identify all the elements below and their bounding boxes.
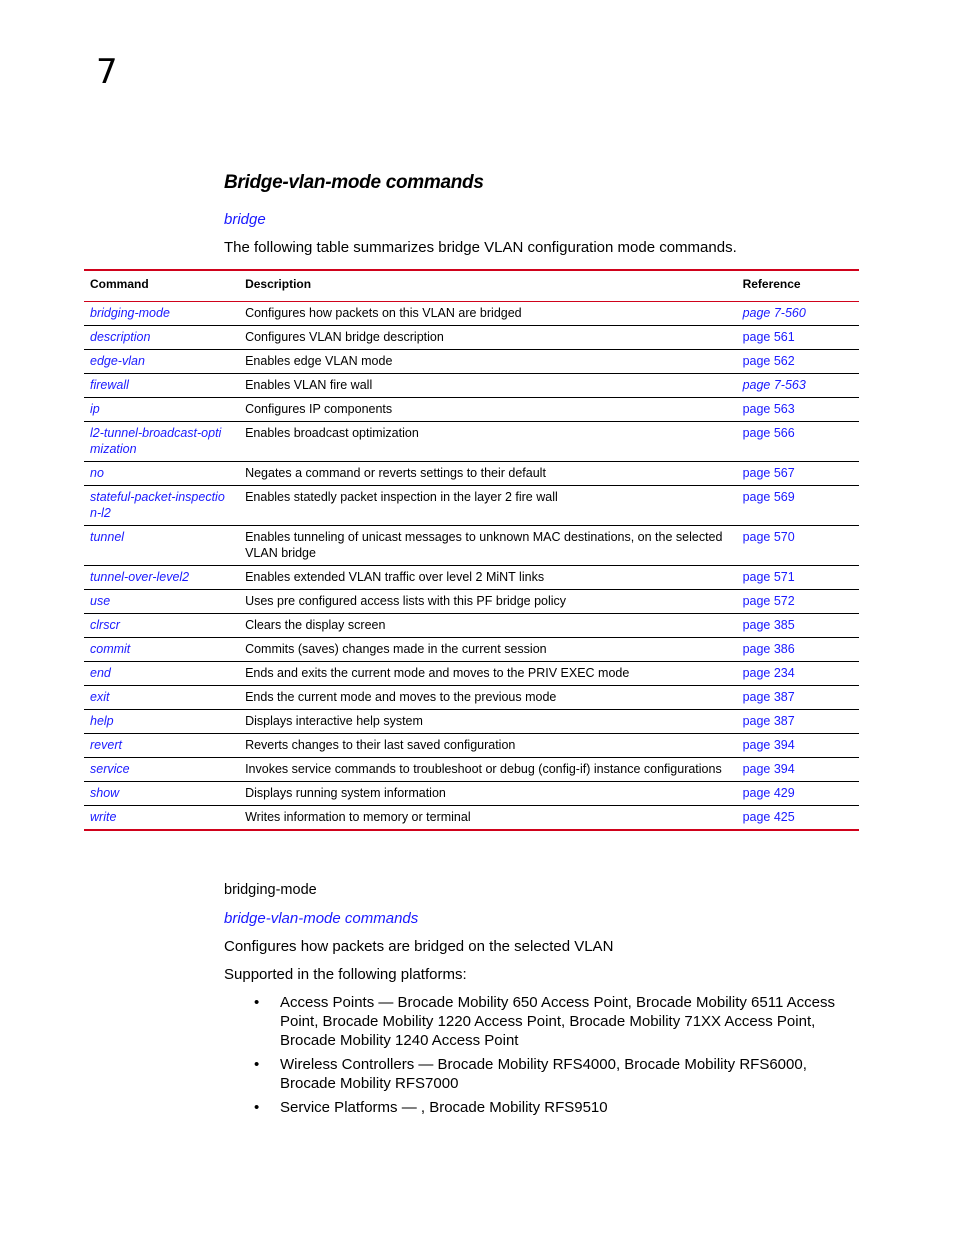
reference-link[interactable]: page 234 (742, 666, 795, 680)
reference-cell (737, 350, 859, 374)
table-row (84, 374, 859, 398)
table-row (84, 782, 859, 806)
reference-link[interactable]: page 570 (742, 530, 795, 544)
command-link[interactable]: show (90, 786, 120, 800)
description-cell: Enables broadcast optimization (239, 422, 736, 462)
command-cell (84, 566, 239, 590)
reference-cell (737, 422, 859, 462)
subsection-description: Configures how packets are bridged on the selected VLAN (224, 938, 614, 955)
column-header-description: Description (239, 270, 736, 302)
reference-link[interactable]: page 7-563 (742, 378, 806, 392)
reference-cell (737, 806, 859, 831)
list-item (252, 1055, 852, 1093)
command-link[interactable]: tunnel (90, 530, 125, 544)
reference-cell (737, 326, 859, 350)
reference-link[interactable]: page 425 (742, 810, 795, 824)
bridge-link[interactable]: bridge (224, 211, 266, 228)
description-cell: Uses pre configured access lists with this PF bridge policy (239, 590, 736, 614)
command-link[interactable]: edge-vlan (90, 354, 145, 368)
reference-link[interactable]: page 562 (742, 354, 795, 368)
command-cell (84, 526, 239, 566)
reference-cell (737, 374, 859, 398)
command-cell (84, 398, 239, 422)
command-link[interactable]: write (90, 810, 117, 824)
command-link[interactable]: no (90, 466, 104, 480)
command-link[interactable]: help (90, 714, 114, 728)
command-link[interactable]: tunnel-over-level2 (90, 570, 190, 584)
command-cell (84, 590, 239, 614)
platforms-list (252, 993, 852, 1122)
intro-text: The following table summarizes bridge VLAN configuration mode commands. (224, 239, 737, 256)
command-cell (84, 486, 239, 526)
reference-cell (737, 486, 859, 526)
reference-link[interactable]: page 386 (742, 642, 795, 656)
description-cell: Ends the current mode and moves to the previous mode (239, 686, 736, 710)
command-cell (84, 782, 239, 806)
reference-cell (737, 614, 859, 638)
table-row (84, 398, 859, 422)
command-link[interactable]: end (90, 666, 111, 680)
reference-cell (737, 662, 859, 686)
table-body (84, 302, 859, 831)
reference-link[interactable]: page 563 (742, 402, 795, 416)
table-row (84, 302, 859, 326)
reference-link[interactable]: page 572 (742, 594, 795, 608)
command-cell (84, 686, 239, 710)
table-row (84, 526, 859, 566)
reference-link[interactable]: page 387 (742, 690, 795, 704)
reference-link[interactable]: page 394 (742, 762, 795, 776)
command-link[interactable]: service (90, 762, 130, 776)
reference-link[interactable]: page 385 (742, 618, 795, 632)
reference-link[interactable]: page 567 (742, 466, 795, 480)
table-row (84, 710, 859, 734)
command-link[interactable]: commit (90, 642, 131, 656)
bullet-icon: • (254, 1099, 260, 1116)
reference-cell (737, 782, 859, 806)
column-header-command: Command (84, 270, 239, 302)
table-row (84, 486, 859, 526)
command-link[interactable]: use (90, 594, 111, 608)
reference-cell (737, 758, 859, 782)
reference-cell (737, 686, 859, 710)
description-cell: Displays running system information (239, 782, 736, 806)
table-row (84, 462, 859, 486)
column-header-reference: Reference (737, 270, 859, 302)
bullet-icon: • (254, 1056, 260, 1073)
command-link[interactable]: bridging-mode (90, 306, 170, 320)
command-cell (84, 350, 239, 374)
command-link[interactable]: clrscr (90, 618, 120, 632)
description-cell: Writes information to memory or terminal (245, 810, 471, 824)
table-row (84, 686, 859, 710)
description-cell: Configures how packets on this VLAN are bridged (239, 302, 736, 326)
table-row (84, 806, 859, 831)
table-row (84, 566, 859, 590)
description-cell: Invokes service commands to troubleshoot or debug (config-if) instance configurations (239, 758, 736, 782)
reference-cell (737, 526, 859, 566)
commands-table (84, 269, 859, 831)
list-item (252, 1098, 852, 1117)
supported-platforms-intro: Supported in the following platforms: (224, 966, 467, 983)
table-row (84, 350, 859, 374)
command-link[interactable]: ip (90, 402, 100, 416)
description-cell: Enables VLAN fire wall (239, 374, 736, 398)
command-cell (84, 758, 239, 782)
reference-link[interactable]: page 566 (742, 426, 795, 440)
table-row (84, 758, 859, 782)
command-cell (84, 462, 239, 486)
command-cell (84, 302, 239, 326)
description-cell: Configures IP components (239, 398, 736, 422)
description-cell: Commits (saves) changes made in the current session (239, 638, 736, 662)
reference-cell (737, 302, 859, 326)
description-cell: Enables tunneling of unicast messages to unknown MAC destinations, on the selected VLAN bridge (239, 526, 736, 566)
description-cell: Enables statedly packet inspection in the layer 2 fire wall (239, 486, 736, 526)
reference-link[interactable]: page 561 (742, 330, 795, 344)
subsection-heading: bridging-mode (224, 882, 317, 898)
platform-text: Service Platforms — , Brocade Mobility RFS9510 (280, 1099, 608, 1116)
command-cell (84, 734, 239, 758)
reference-cell (737, 398, 859, 422)
command-link[interactable]: stateful-packet-inspectio n-l2 (90, 490, 225, 520)
reference-cell (737, 566, 859, 590)
table-row (84, 614, 859, 638)
command-link[interactable]: description (90, 330, 151, 344)
platform-text: Access Points — Brocade Mobility 650 Access Point, Brocade Mobility 6511 Access Point, Brocade Mobility 1220 Access Point, Brocade Mobility 71XX Access Point, Brocade Mobility 1240 Access Point (280, 994, 835, 1049)
command-cell (84, 662, 239, 686)
description-cell: Ends and exits the current mode and moves to the PRIV EXEC mode (239, 662, 736, 686)
reference-link[interactable]: page 394 (742, 738, 795, 752)
command-link[interactable]: revert (90, 738, 122, 752)
bullet-icon: • (254, 994, 260, 1011)
reference-link[interactable]: page 387 (742, 714, 795, 728)
description-cell: Clears the display screen (239, 614, 736, 638)
command-cell (84, 806, 239, 831)
reference-cell (737, 638, 859, 662)
section-title: Bridge-vlan-mode commands (224, 172, 484, 193)
reference-cell (737, 590, 859, 614)
reference-cell (737, 734, 859, 758)
table-row (84, 422, 859, 462)
table-row (84, 326, 859, 350)
description-cell: Configures VLAN bridge description (239, 326, 736, 350)
platform-text: Wireless Controllers — Brocade Mobility RFS4000, Brocade Mobility RFS6000, Brocade Mobility RFS7000 (280, 1056, 807, 1092)
description-cell: Negates a command or reverts settings to their default (239, 462, 736, 486)
command-cell (84, 422, 239, 462)
command-link[interactable]: l2-tunnel-broadcast-opti mization (90, 426, 222, 456)
table-row (84, 734, 859, 758)
description-cell: Displays interactive help system (239, 710, 736, 734)
reference-link[interactable]: page 7-560 (742, 306, 806, 320)
table-row (84, 590, 859, 614)
command-cell (84, 638, 239, 662)
bridge-vlan-mode-commands-link[interactable]: bridge-vlan-mode commands (224, 910, 419, 927)
table-row (84, 638, 859, 662)
chapter-number: 7 (96, 52, 118, 92)
table-header-row (84, 270, 859, 302)
reference-cell (737, 462, 859, 486)
command-cell (84, 374, 239, 398)
description-cell: Enables edge VLAN mode (239, 350, 736, 374)
description-cell: Reverts changes to their last saved configuration (239, 734, 736, 758)
description-cell: Enables extended VLAN traffic over level 2 MiNT links (239, 566, 736, 590)
command-link[interactable]: exit (90, 690, 110, 704)
reference-link[interactable]: page 569 (742, 490, 795, 504)
list-item (252, 993, 852, 1050)
command-cell (84, 326, 239, 350)
command-link[interactable]: firewall (90, 378, 129, 392)
reference-link[interactable]: page 429 (742, 786, 795, 800)
command-cell (84, 710, 239, 734)
table-row (84, 662, 859, 686)
command-cell (84, 614, 239, 638)
reference-link[interactable]: page 571 (742, 570, 795, 584)
reference-cell (737, 710, 859, 734)
